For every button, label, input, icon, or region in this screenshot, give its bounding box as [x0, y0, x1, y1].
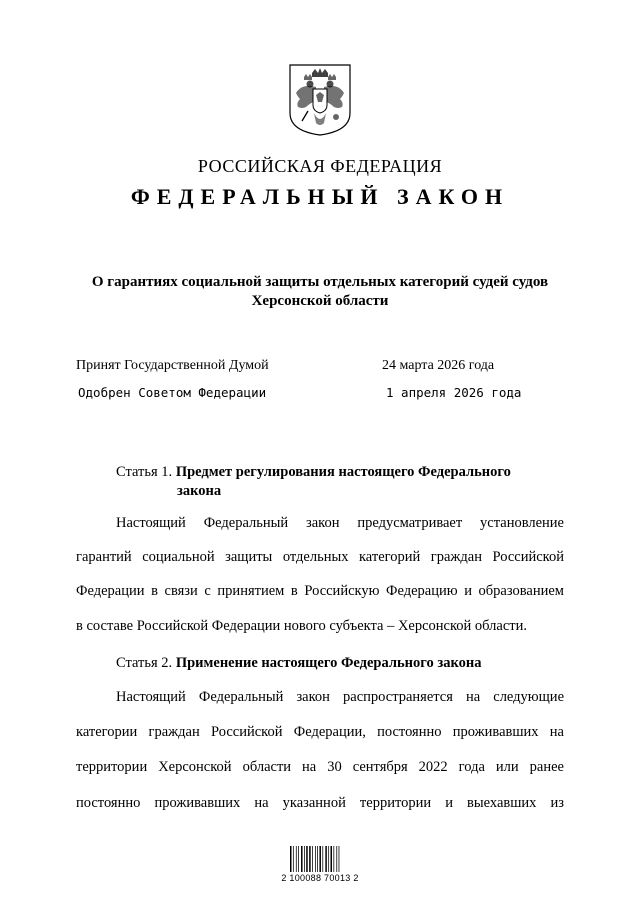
article-1-line-4: в составе Российской Федерации нового субъекта – Херсонской области.: [76, 618, 528, 634]
article-2-line-2: категории граждан Российской Федерации, постоянно проживавших на: [76, 724, 564, 740]
approved-date: 1 апреля 2026 года: [386, 385, 522, 400]
article-1-title-line-1: Предмет регулирования настоящего Федерального: [175, 464, 511, 480]
coat-of-arms-icon: [288, 63, 352, 137]
barcode-number: 2 100088 70013 2: [281, 873, 359, 883]
article-1-line-1: Настоящий Федеральный закон предусматривает установление: [116, 515, 564, 531]
document-type-heading: ФЕДЕРАЛЬНЫЙ ЗАКОН: [130, 184, 510, 209]
article-2-line-1: Настоящий Федеральный закон распространяется на следующие: [116, 689, 564, 705]
article-2-line-4: постоянно проживавших на указанной территории и выехавших из: [76, 795, 564, 811]
country-heading: РОССИЙСКАЯ ФЕДЕРАЦИЯ: [197, 156, 443, 176]
law-title-line-2: Херсонской области: [251, 293, 389, 309]
law-title-line-1: О гарантиях социальной защиты отдельных категорий судей судов: [91, 274, 549, 290]
law-title: [0, 273, 640, 311]
article-2-line-3: территории Херсонской области на 30 сентября 2022 года или ранее: [76, 759, 564, 775]
article-1-heading: [116, 463, 566, 501]
article-1-line-2: гарантий социальной защиты отдельных категорий граждан Российской: [76, 549, 564, 565]
article-2-heading: [116, 654, 566, 673]
adopted-label: Принят Государственной Думой: [76, 358, 269, 373]
article-2-number: Статья 2.: [116, 655, 173, 671]
article-1-title-line-2: закона: [177, 483, 222, 499]
article-1-line-3: Федерации в связи с принятием в Российскую Федерацию и образованием: [76, 583, 564, 599]
approved-label: Одобрен Советом Федерации: [78, 385, 267, 400]
article-2-title: Применение настоящего Федерального закона: [175, 655, 482, 671]
article-1-number: Статья 1.: [116, 464, 173, 480]
adopted-date: 24 марта 2026 года: [382, 358, 495, 373]
